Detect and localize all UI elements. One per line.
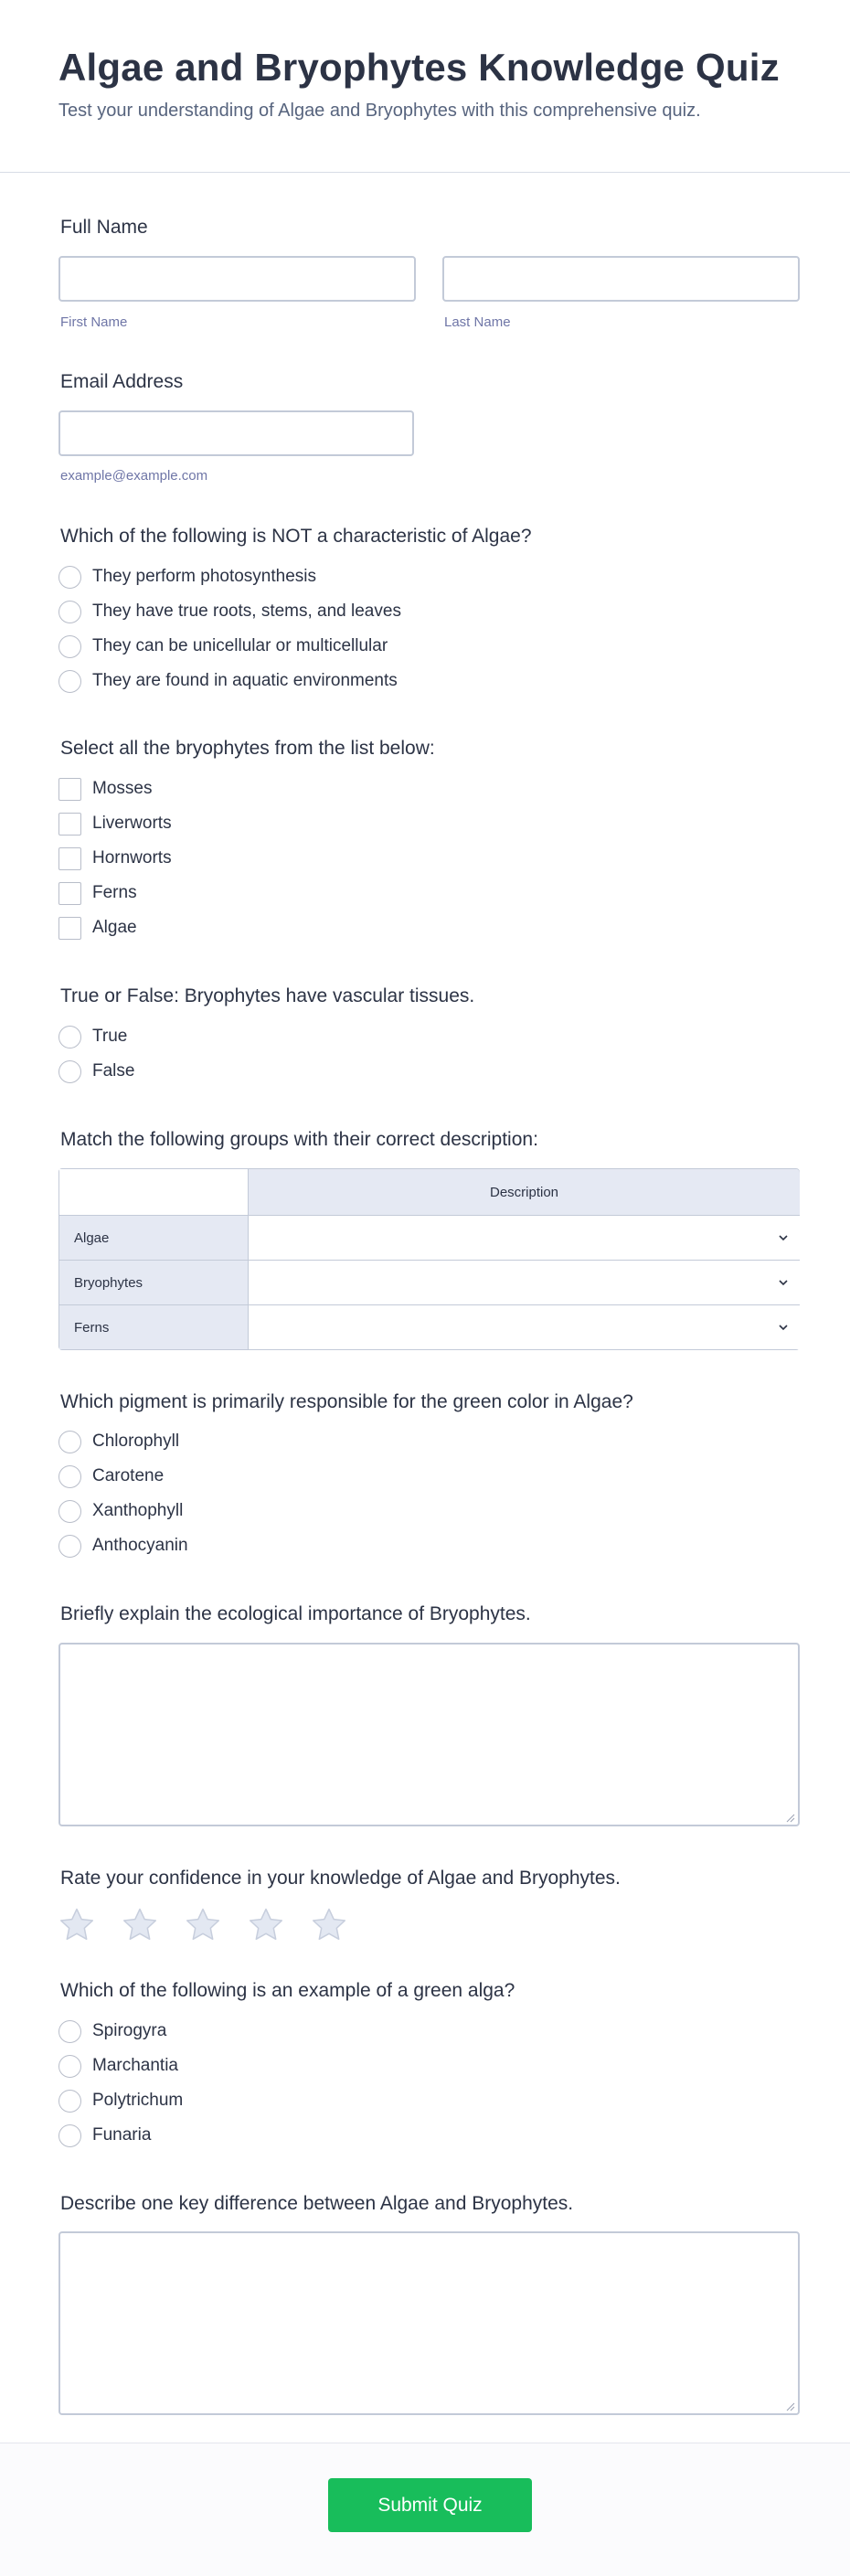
last-name-input[interactable]: [442, 256, 800, 302]
q8-option[interactable]: [58, 2018, 166, 2044]
chevron-down-icon: [778, 1232, 789, 1243]
matrix-cell[interactable]: [248, 1261, 800, 1304]
q1-label: Which of the following is NOT a characteristic of Algae?: [60, 526, 532, 547]
key-difference-textarea[interactable]: [58, 2231, 800, 2415]
q8-option[interactable]: [58, 2088, 183, 2113]
q5-option-label: Carotene: [92, 1466, 165, 1485]
q2-option[interactable]: [58, 915, 137, 941]
radio-button[interactable]: [58, 1465, 81, 1488]
q8-option-label: Funaria: [92, 2125, 152, 2145]
q8-option[interactable]: [58, 2053, 178, 2079]
checkbox[interactable]: [58, 917, 81, 940]
q5-option[interactable]: [58, 1498, 183, 1524]
q2-option[interactable]: [58, 776, 152, 802]
q2-option-label: Mosses: [92, 779, 153, 798]
radio-button[interactable]: [58, 601, 81, 623]
q3-option[interactable]: [58, 1024, 127, 1049]
checkbox[interactable]: [58, 847, 81, 870]
matching-matrix: [58, 1168, 800, 1350]
form-footer: [0, 2443, 850, 2576]
matrix-row: [59, 1304, 800, 1349]
q2-option-label: Hornworts: [92, 848, 172, 868]
q3-option[interactable]: [58, 1059, 134, 1084]
q2-option[interactable]: [58, 846, 172, 871]
radio-button[interactable]: [58, 2090, 81, 2113]
matrix-row-label: Bryophytes: [59, 1261, 248, 1304]
radio-button[interactable]: [58, 2020, 81, 2043]
checkbox[interactable]: [58, 882, 81, 905]
checkbox[interactable]: [58, 778, 81, 801]
q5-option[interactable]: [58, 1533, 188, 1559]
matrix-corner: [59, 1169, 248, 1215]
q1-option-label: They are found in aquatic environments: [92, 671, 398, 690]
matrix-row: [59, 1215, 800, 1260]
last-name-sublabel: Last Name: [444, 314, 511, 330]
radio-button[interactable]: [58, 1535, 81, 1558]
chevron-down-icon: [778, 1322, 789, 1333]
q8-option-label: Polytrichum: [92, 2091, 184, 2110]
first-name-sublabel: First Name: [60, 314, 128, 330]
email-label: Email Address: [60, 371, 184, 392]
matrix-row-label: Algae: [59, 1216, 248, 1260]
q1-option-label: They have true roots, stems, and leaves: [92, 601, 401, 621]
radio-button[interactable]: [58, 1500, 81, 1523]
q5-option[interactable]: [58, 1464, 164, 1489]
q2-option[interactable]: [58, 811, 172, 836]
matrix-cell[interactable]: [248, 1305, 800, 1349]
checkbox[interactable]: [58, 813, 81, 836]
q8-option-label: Marchantia: [92, 2056, 178, 2075]
resize-grip-icon[interactable]: [784, 1812, 795, 1823]
description-dropdown[interactable]: [249, 1305, 800, 1349]
q8-label: Which of the following is an example of a green alga?: [60, 1980, 515, 2001]
q5-option[interactable]: [58, 1429, 179, 1454]
q6-label: Briefly explain the ecological importance of Bryophytes.: [60, 1603, 531, 1624]
description-dropdown[interactable]: [249, 1261, 800, 1304]
q8-option-label: Spirogyra: [92, 2021, 167, 2040]
matrix-row: [59, 1260, 800, 1304]
q1-option-label: They can be unicellular or multicellular: [92, 636, 388, 655]
full-name-label: Full Name: [60, 217, 148, 238]
star-icon[interactable]: [122, 1907, 158, 1943]
chevron-down-icon: [778, 1277, 789, 1288]
matrix-cell[interactable]: [248, 1216, 800, 1260]
star-icon[interactable]: [58, 1907, 95, 1943]
description-dropdown[interactable]: [249, 1216, 800, 1260]
form-subtitle: Test your understanding of Algae and Bryophytes with this comprehensive quiz.: [58, 101, 701, 121]
resize-grip-icon[interactable]: [784, 2400, 795, 2411]
star-icon[interactable]: [248, 1907, 284, 1943]
q2-option-label: Algae: [92, 918, 137, 937]
form-title: Algae and Bryophytes Knowledge Quiz: [58, 46, 780, 89]
submit-button[interactable]: Submit Quiz: [328, 2478, 532, 2532]
q7-label: Rate your confidence in your knowledge of Algae and Bryophytes.: [60, 1868, 621, 1889]
matrix-row-label: Ferns: [59, 1305, 248, 1349]
radio-button[interactable]: [58, 1060, 81, 1083]
star-icon[interactable]: [185, 1907, 221, 1943]
star-icon[interactable]: [311, 1907, 347, 1943]
radio-button[interactable]: [58, 2124, 81, 2147]
q5-label: Which pigment is primarily responsible for the green color in Algae?: [60, 1391, 633, 1412]
q2-label: Select all the bryophytes from the list below:: [60, 738, 435, 759]
q2-option-label: Ferns: [92, 883, 137, 902]
matrix-column-header: Description: [248, 1169, 800, 1215]
q2-option[interactable]: [58, 880, 137, 906]
email-input[interactable]: [58, 410, 414, 456]
q3-label: True or False: Bryophytes have vascular tissues.: [60, 985, 475, 1006]
star-rating[interactable]: [58, 1907, 374, 1943]
q1-option[interactable]: [58, 599, 401, 624]
ecological-importance-textarea[interactable]: [58, 1643, 800, 1826]
radio-button[interactable]: [58, 2055, 81, 2078]
q3-option-label: True: [92, 1027, 128, 1046]
radio-button[interactable]: [58, 635, 81, 658]
radio-button[interactable]: [58, 1026, 81, 1048]
radio-button[interactable]: [58, 566, 81, 589]
q1-option-label: They perform photosynthesis: [92, 567, 317, 586]
q1-option[interactable]: [58, 668, 398, 694]
q4-label: Match the following groups with their correct description:: [60, 1129, 538, 1150]
form-header: [0, 0, 850, 173]
radio-button[interactable]: [58, 1431, 81, 1453]
q8-option[interactable]: [58, 2123, 151, 2148]
q5-option-label: Xanthophyll: [92, 1501, 184, 1520]
q2-option-label: Liverworts: [92, 814, 172, 833]
q5-option-label: Chlorophyll: [92, 1432, 180, 1451]
radio-button[interactable]: [58, 670, 81, 693]
first-name-input[interactable]: [58, 256, 416, 302]
q5-option-label: Anthocyanin: [92, 1536, 188, 1555]
q1-option[interactable]: [58, 564, 316, 590]
q9-label: Describe one key difference between Algae and Bryophytes.: [60, 2193, 574, 2214]
email-sublabel: example@example.com: [60, 468, 208, 484]
q3-option-label: False: [92, 1061, 135, 1080]
q1-option[interactable]: [58, 633, 388, 659]
